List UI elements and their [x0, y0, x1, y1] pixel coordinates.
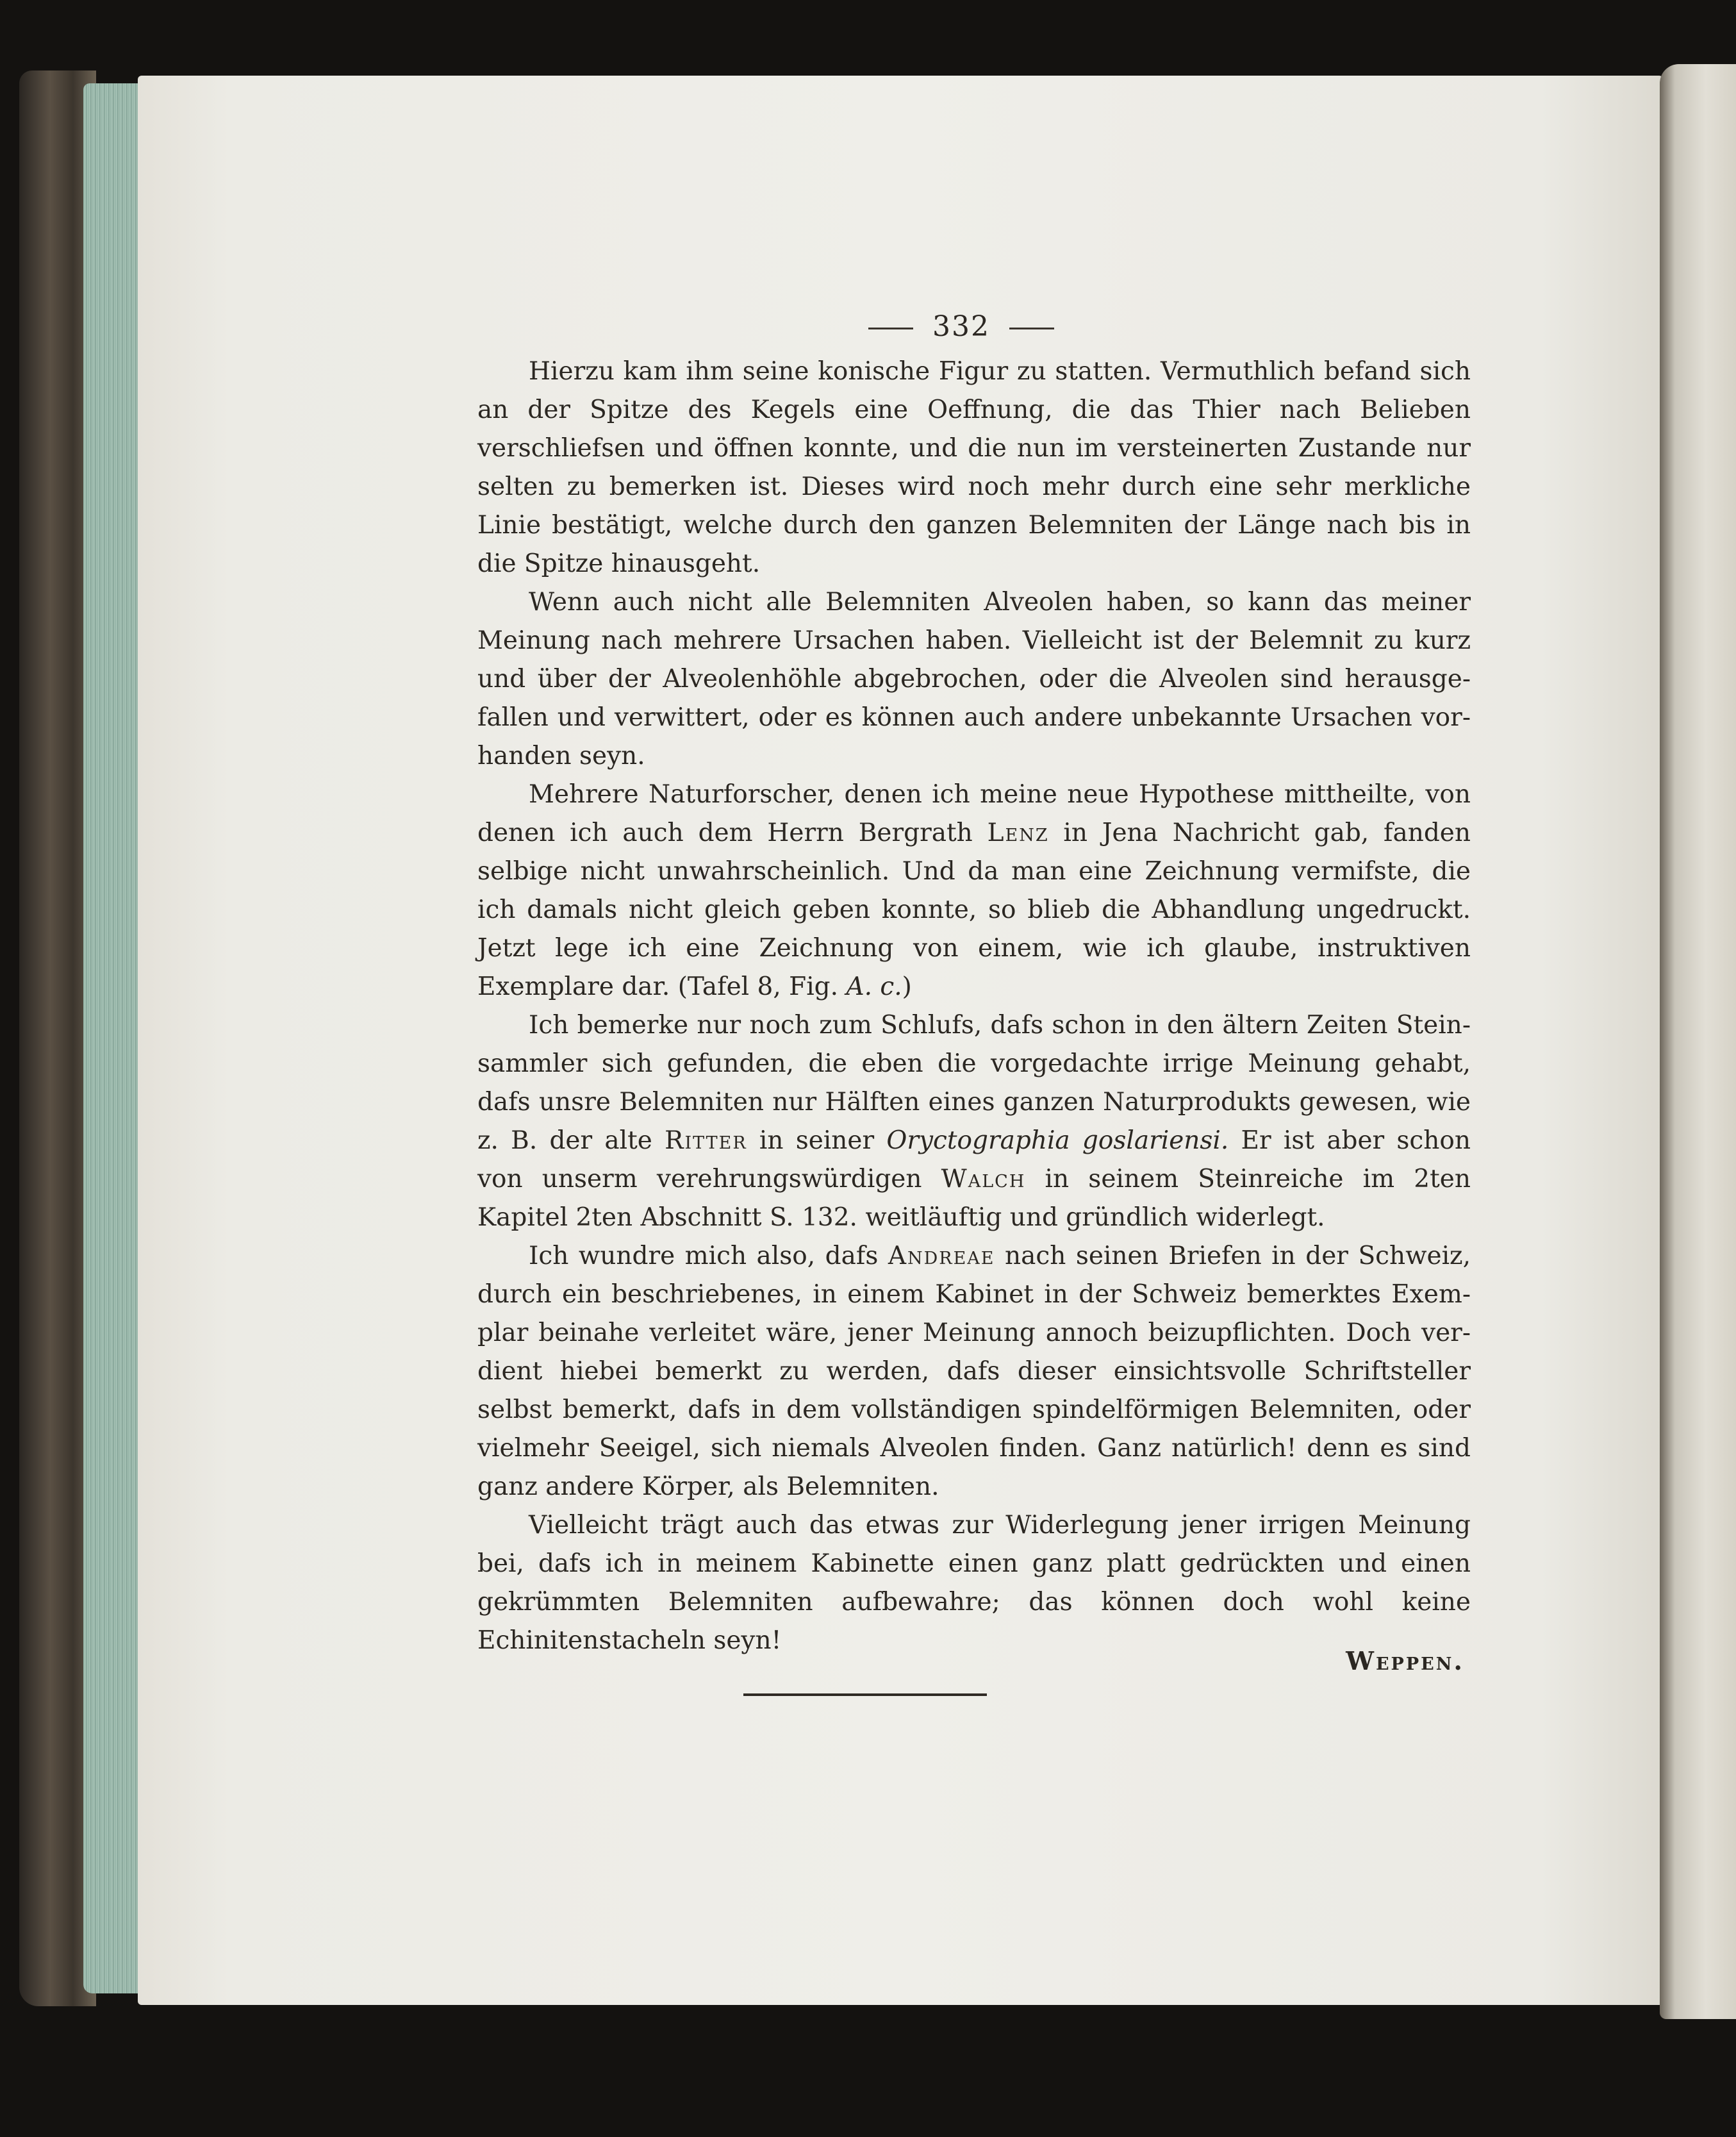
- text-run: Wenn auch nicht alle Belemniten Alveolen haben, so kann das meiner Meinung nach mehrere Ursachen haben. Vielleicht ist der Belemnit zu kurz und über der Alveolenhöhle abgebrochen, oder die Alveolen sind herausgefallen und verwittert, oder es können auch andere unbekannte Ursachen vorhanden seyn.: [477, 588, 1471, 770]
- text-run: nach seinen Briefen in der Schweiz, durch ein beschriebenes, in einem Kabinet in der Schweiz bemerktes Exemplar beinahe verleitet wäre, jener Meinung annoch beizupflichten. Doch verdient hiebei bemerkt zu werden, dafs dieser einsichtsvolle Schriftsteller selbst bemerkt, dafs in dem vollständigen spindelförmigen Belemniten, oder vielmehr Seeigel, sich niemals Alveolen finden. Ganz natürlich! denn es sind ganz andere Körper, als Belemniten.: [477, 1242, 1471, 1501]
- page-number: 332: [932, 310, 990, 343]
- page-text: [477, 308, 1471, 1696]
- body-paragraphs: [477, 353, 1471, 1660]
- text-run: Mehrere Naturforscher, denen ich meine neue Hypothese mittheilte, von denen ich auch dem Herrn Bergrath: [477, 780, 1471, 847]
- text-run: Vielleicht trägt auch das etwas zur Widerlegung jener irrigen Meinung bei, dafs ich in meinem Kabinette einen ganz platt gedrückten und einen gekrümmten Belemniten aufbewahre; das können doch wohl keine Echinitenstacheln seyn!: [477, 1511, 1471, 1655]
- italic-text: Oryctographia goslariensi.: [886, 1126, 1229, 1155]
- paragraph: [477, 583, 1471, 776]
- italic-text: A. c.: [846, 972, 902, 1001]
- paragraph: [477, 353, 1471, 583]
- name-small-caps: Lenz: [987, 819, 1049, 847]
- header-dash-right: [1009, 328, 1054, 329]
- text-run: in seiner: [747, 1126, 887, 1155]
- header-dash-left: [868, 328, 913, 329]
- text-run: Hierzu kam ihm seine konische Figur zu statten. Vermuthlich befand sich an der Spitze des Kegels eine Oeffnung, die das Thier nach Belieben verschliefsen und öffnen konnte, und die nun im versteinerten Zustande nur selten zu bemerken ist. Dieses wird noch mehr durch eine sehr merkliche Linie bestätigt, welche durch den ganzen Belemniten der Länge nach bis in die Spitze hinausgeht.: [477, 357, 1471, 578]
- text-run: in Jena Nachricht gab, fanden selbige nicht unwahrscheinlich. Und da man eine Zeichnung vermifste, die ich damals nicht gleich geben konnte, so blieb die Abhandlung ungedruckt. Jetzt lege ich eine Zeichnung von einem, wie ich glaube, instruktiven Exemplare dar. (Tafel 8, Fig.: [477, 819, 1471, 1001]
- page-header: [452, 308, 1471, 353]
- paragraph: [477, 776, 1471, 1006]
- name-small-caps: Andreae: [888, 1242, 995, 1270]
- text-run: Ich wundre mich also, dafs: [529, 1242, 888, 1270]
- text-run: Er ist aber schon von unserm verehrungswürdigen: [477, 1126, 1471, 1193]
- text-run: ): [902, 972, 912, 1001]
- name-small-caps: Ritter: [665, 1126, 747, 1155]
- facing-page-edge: [1660, 64, 1736, 2019]
- text-run: Ich bemerke nur noch zum Schlufs, dafs schon in den ältern Zeiten Steinsammler sich gefunden, die eben die vorgedachte irrige Meinung gehabt, dafs unsre Belemniten nur Hälften eines ganzen Naturprodukts gewesen, wie z. B. der alte: [477, 1011, 1471, 1155]
- closing-rule: [743, 1693, 987, 1696]
- paragraph: [477, 1237, 1471, 1506]
- name-small-caps: Walch: [941, 1165, 1026, 1193]
- paragraph: [477, 1506, 1471, 1660]
- author-signature: Weppen.: [1346, 1647, 1464, 1676]
- paragraph: [477, 1006, 1471, 1237]
- text-run: in seinem Steinreiche im 2ten Kapitel 2ten Abschnitt S. 132. weitläuftig und gründlich widerlegt.: [477, 1165, 1471, 1232]
